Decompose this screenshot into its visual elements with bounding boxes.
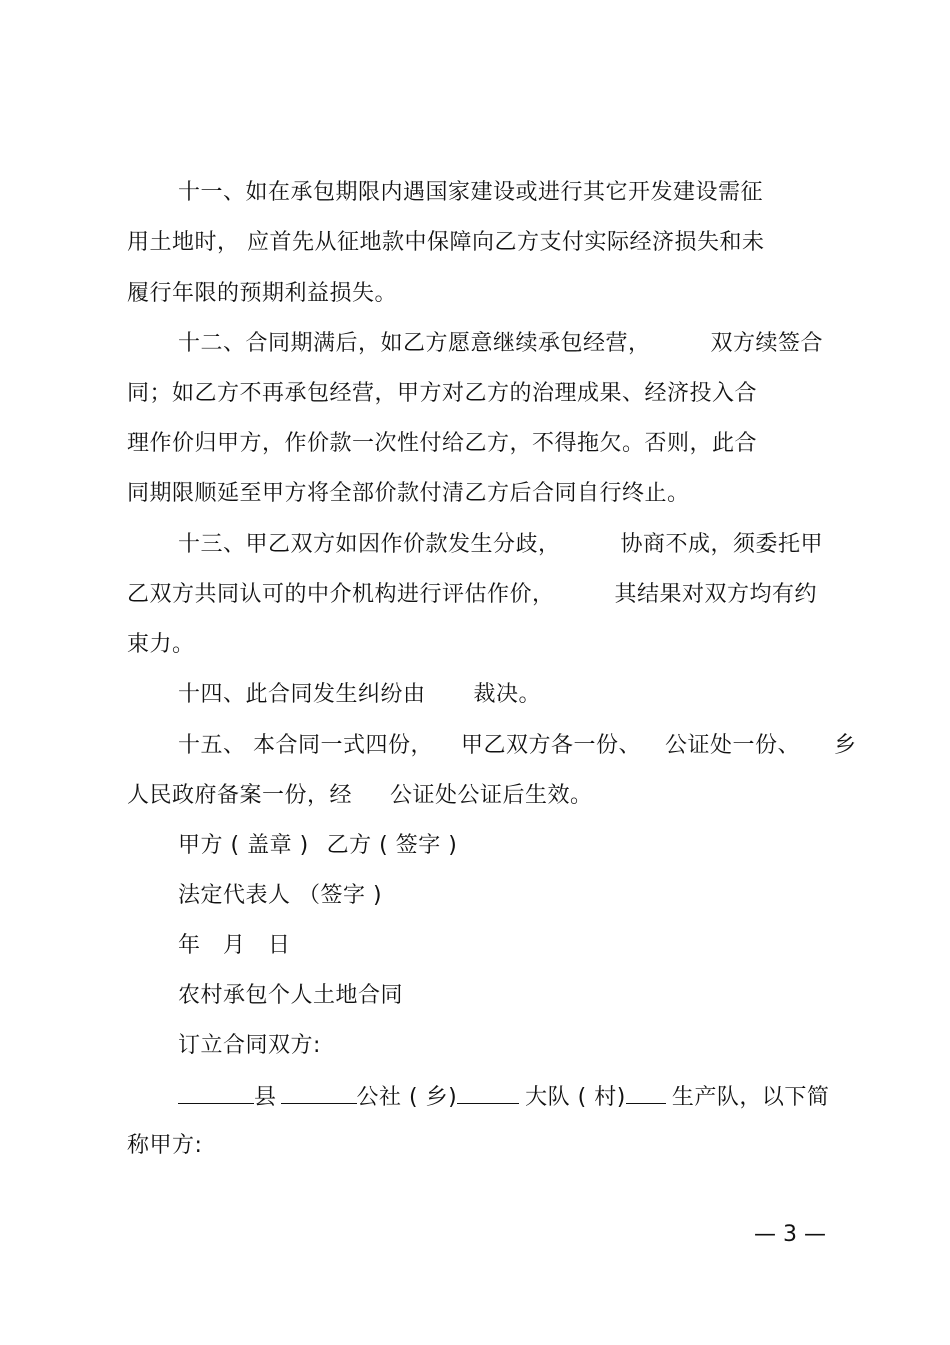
team-blank [626, 1081, 666, 1104]
team-label: 生产队，以下简 [671, 1085, 830, 1110]
clause-11-line-1: 十一、如在承包期限内遇国家建设或进行其它开发建设需征 [178, 180, 764, 205]
clause-13-line-2a: 乙双方共同认可的中介机构进行评估作价， [127, 582, 555, 607]
page-number: — 3 — [754, 1222, 826, 1247]
party-a-signature: 甲方 ( 盖章 ) [178, 833, 309, 858]
clause-12-line-2: 同；如乙方不再承包经营，甲方对乙方的治理成果、经济投入合 [127, 381, 758, 406]
county-label: 县 [254, 1085, 277, 1110]
party-a-label: 称甲方: [127, 1133, 203, 1158]
clause-14-line-1a: 十四、此合同发生纠纷由 [178, 682, 426, 707]
clause-12-line-1 [178, 329, 823, 359]
party-b-signature: 乙方 ( 签字 ) [326, 833, 458, 858]
clause-11-line-2: 用土地时， 应首先从征地款中保障向乙方支付实际经济损失和未 [127, 230, 765, 255]
clause-13-line-3: 束力。 [127, 632, 195, 657]
clause-15-line-1c: 公证处一份、 [665, 733, 801, 758]
clause-15-line-1b: 甲乙双方各一份、 [461, 733, 642, 758]
parties-label: 订立合同双方: [178, 1033, 321, 1058]
clause-15-line-2a: 人民政府备案一份，经 [127, 783, 353, 808]
clause-13-line-1b: 协商不成，须委托甲 [620, 532, 824, 557]
signature-parties [178, 831, 457, 861]
clause-12-line-1b: 双方续签合 [710, 331, 824, 356]
commune-blank [281, 1081, 357, 1104]
clause-14-line-1 [178, 680, 541, 710]
clause-13-line-2b: 其结果对双方均有约 [614, 582, 818, 607]
second-contract-title: 农村承包个人土地合同 [178, 983, 404, 1008]
brigade-label: 大队 ( 村) [525, 1085, 626, 1110]
clause-12-line-1a: 十二、合同期满后，如乙方愿意继续承包经营， [178, 331, 651, 356]
legal-representative: 法定代表人 （签字 ) [178, 883, 383, 908]
clause-15-line-1 [178, 731, 857, 761]
clause-13-line-1a: 十三、甲乙双方如因作价款发生分歧， [178, 532, 561, 557]
clause-12-line-3: 理作价归甲方，作价款一次性付给乙方，不得拖欠。否则，此合 [127, 431, 758, 456]
clause-15-line-1a: 十五、 本合同一式四份， [178, 733, 433, 758]
clause-15-line-2 [127, 781, 593, 811]
brigade-blank [457, 1081, 519, 1104]
clause-13-line-2 [127, 580, 817, 610]
clause-15-line-2b: 公证处公证后生效。 [390, 783, 593, 808]
clause-14-line-1b: 裁决。 [473, 682, 542, 707]
clause-11-line-3: 履行年限的预期利益损失。 [127, 281, 398, 306]
signature-date: 年 月 日 [178, 933, 291, 958]
clause-15-line-1d: 乡 [834, 733, 857, 758]
clause-13-line-1 [178, 530, 823, 560]
commune-label: 公社 ( 乡) [356, 1085, 458, 1110]
county-blank [178, 1081, 254, 1104]
clause-12-line-4: 同期限顺延至甲方将全部价款付清乙方后合同自行终止。 [127, 481, 690, 506]
parties-fill-line [178, 1081, 829, 1113]
